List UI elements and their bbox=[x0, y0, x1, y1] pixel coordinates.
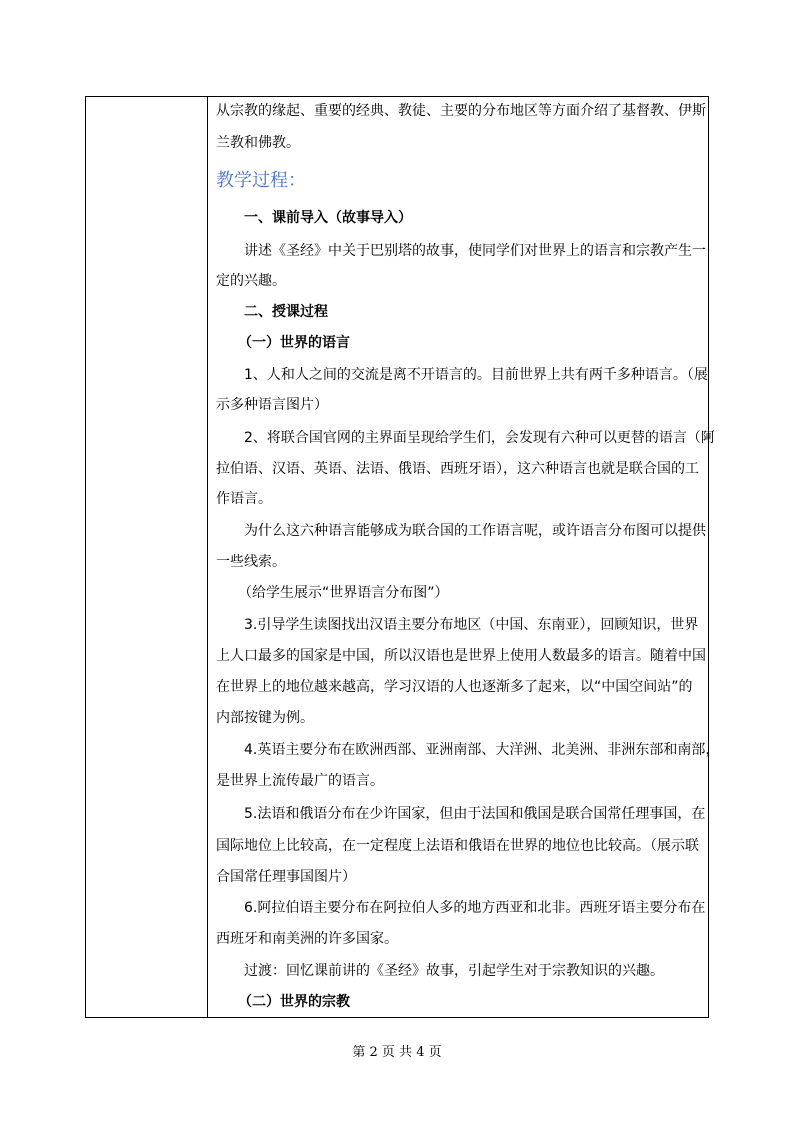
p5-line3: 在世界上的地位越来越高，学习汉语的人也逐渐多了起来，以“中国空间站”的 bbox=[216, 679, 693, 695]
p7-line1: 5.法语和俄语分布在少许国家，但由于法国和俄国是联合国常任理事国，在 bbox=[244, 806, 706, 822]
part2-title: 二、授课过程 bbox=[244, 304, 328, 320]
p5-line1: 3.引导学生读图找出汉语主要分布地区（中国、东南亚），回顾知识，世界 bbox=[244, 617, 699, 633]
section-title: 教学过程： bbox=[216, 170, 306, 191]
p1-line1: 1、人和人之间的交流是离不开语言的。目前世界上共有两千多种语言。（展 bbox=[244, 367, 708, 383]
p2-line2: 拉伯语、汉语、英语、法语、俄语、西班牙语），这六种语言也就是联合国的工 bbox=[216, 461, 699, 477]
part1-paragraph-line1: 讲述《圣经》中关于巴别塔的故事，使同学们对世界上的语言和宗教产生一 bbox=[244, 243, 706, 259]
p2-line1: 2、将联合国官网的主界面呈现给学生们，会发现有六种可以更替的语言（阿 bbox=[244, 430, 715, 446]
p7-line2: 国际地位上比较高，在一定程度上法语和俄语在世界的地位也比较高。（展示联 bbox=[216, 838, 699, 854]
p9-text: 过渡：回忆课前讲的《圣经》故事，引起学生对于宗教知识的兴趣。 bbox=[244, 963, 664, 979]
part1-paragraph-line2: 定的兴趣。 bbox=[216, 273, 286, 289]
lesson-table bbox=[85, 96, 720, 1018]
intro-text-line2: 兰教和佛教。 bbox=[216, 135, 300, 151]
p6-line2: 是世界上流传最广的语言。 bbox=[216, 773, 384, 789]
p8-line2: 西班牙和南美洲的许多国家。 bbox=[216, 931, 398, 947]
part1-title: 一、课前导入（故事导入） bbox=[244, 210, 412, 226]
intro-text-line1: 从宗教的缘起、重要的经典、教徒、主要的分布地区等方面介绍了基督教、伊斯 bbox=[216, 103, 706, 119]
p3-line1: 为什么这六种语言能够成为联合国的工作语言呢，或许语言分布图可以提供 bbox=[244, 523, 706, 539]
sub1-title: （一）世界的语言 bbox=[238, 335, 350, 351]
table-left-column bbox=[86, 97, 208, 1017]
p6-line1: 4.英语主要分布在欧洲西部、亚洲南部、大洋洲、北美洲、非洲东部和南部， bbox=[244, 742, 720, 758]
p5-line4: 内部按键为例。 bbox=[216, 710, 314, 726]
p1-line2: 示多种语言图片） bbox=[216, 397, 328, 413]
sub2-title: （二）世界的宗教 bbox=[238, 994, 350, 1010]
page-number-footer: 第 2 页 共 4 页 bbox=[352, 1045, 442, 1060]
p2-line3: 作语言。 bbox=[216, 491, 272, 507]
p4-text: （给学生展示“世界语言分布图”） bbox=[238, 585, 449, 601]
p3-line2: 一些线索。 bbox=[216, 554, 286, 570]
p5-line2: 上人口最多的国家是中国，所以汉语也是世界上使用人数最多的语言。随着中国 bbox=[216, 648, 706, 664]
table-right-column bbox=[208, 97, 720, 1017]
p7-line3: 合国常任理事国图片） bbox=[216, 869, 356, 885]
p8-line1: 6.阿拉伯语主要分布在阿拉伯人多的地方西亚和北非。西班牙语主要分布在 bbox=[244, 900, 706, 916]
